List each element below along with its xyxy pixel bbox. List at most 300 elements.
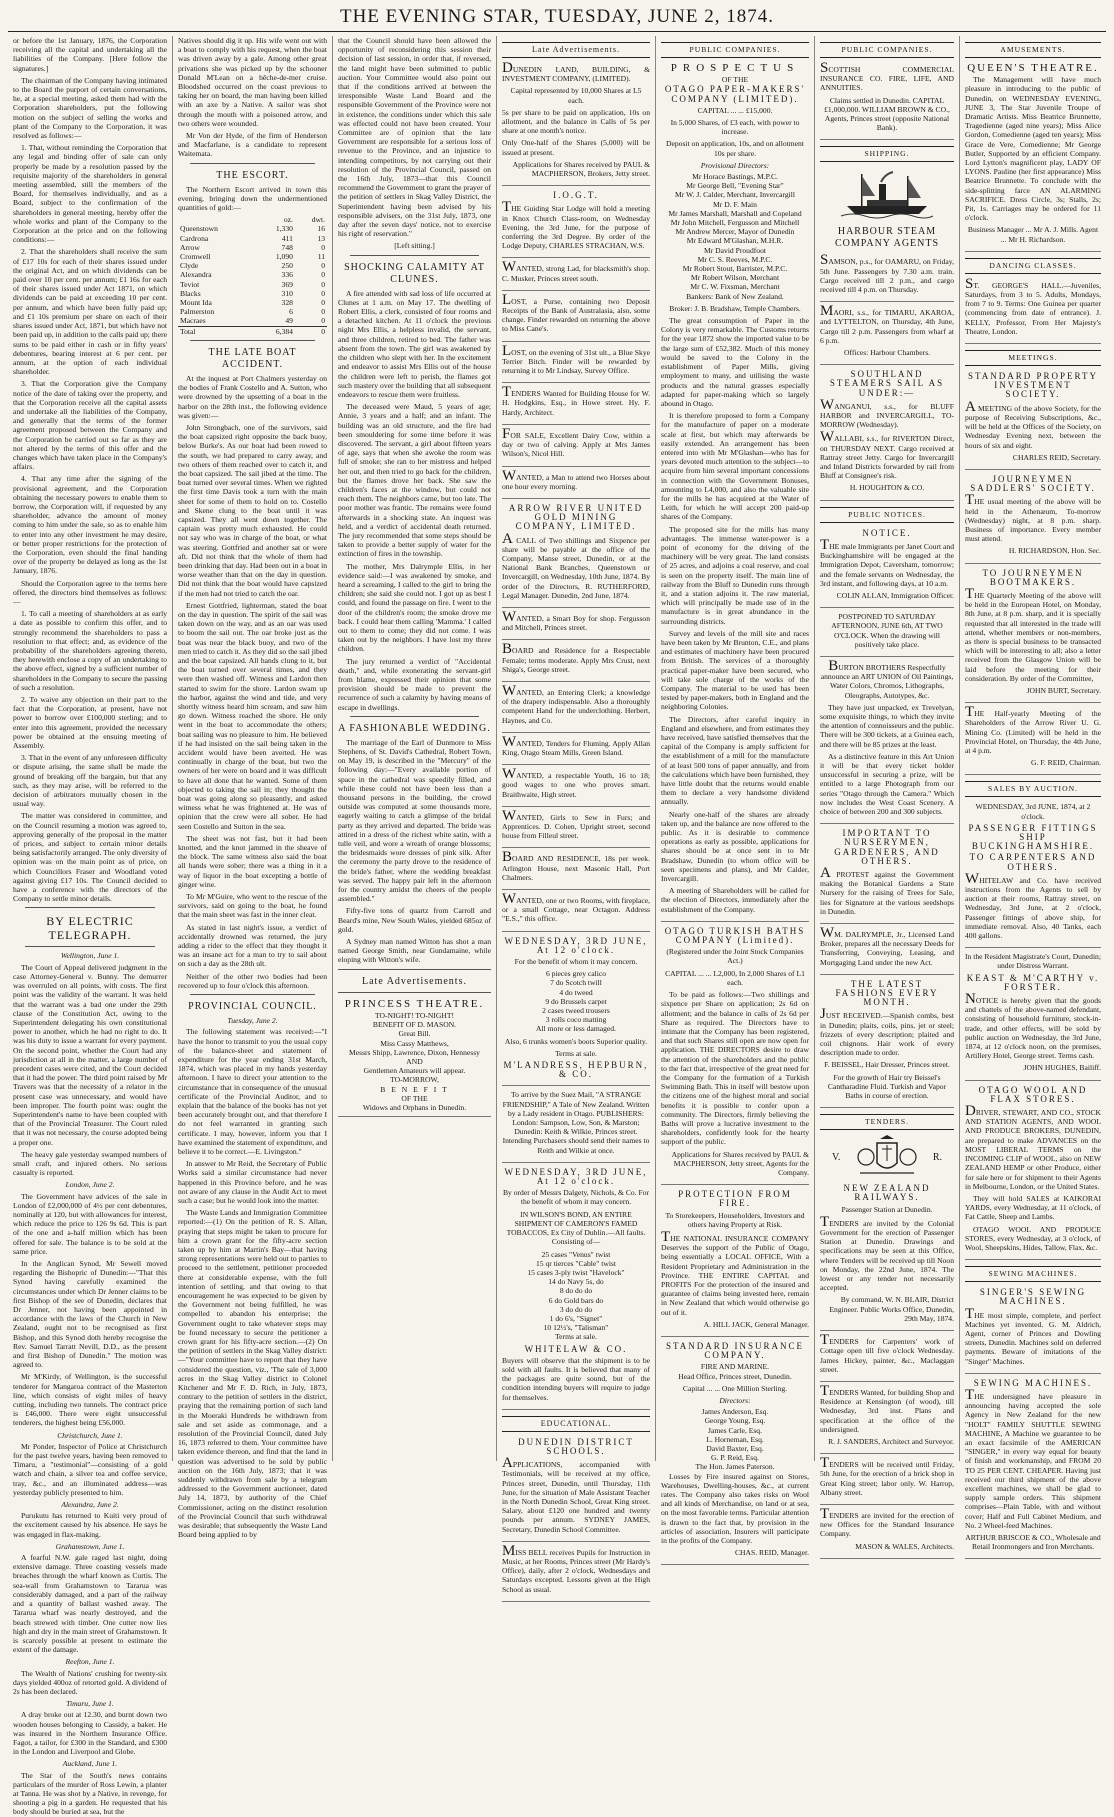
- ad-title: PROTECTION FROM FIRE.: [678, 1189, 792, 1209]
- table-cell: 336: [281, 270, 293, 280]
- ad-wanted: [502, 767, 650, 807]
- ad-singer: [965, 1285, 1101, 1374]
- ad-title: HARBOUR STEAM COMPANY AGENTS: [834, 226, 940, 250]
- ad-text: THE Half-yearly Meeting of the Shareholders of the Arrow River U. G. Mining Co. (Limited) will be held in the Provincial Hotel, on Thursday, the 4th June, at 4 p.m.: [965, 704, 1101, 755]
- ad-title: PASSENGER FITTINGS SHIP BUCKINGHAMSHIRE.: [968, 822, 1098, 852]
- article-paragraph: Neither of the other two bodies had been recovered up to four o'clock this afternoon.: [178, 971, 327, 990]
- ad-text: WANTED, Tenders for Fluming. Apply Allan King, Otago Steam Mills, Green Island.: [502, 733, 650, 757]
- ad-line: FIRE AND MARINE.: [700, 1362, 770, 1372]
- ad-text: As a distinctive feature in this Art Union it will be that every ticket holder unsuccessful in securing a prize, will be entitled to a large Photograph from our series "Otago through the Camera." Which now includes the West Coast Scenery. A choice of between 200 and 300 subjects.: [820, 751, 954, 816]
- ad-text: Bankers: Bank of New Zealand.: [686, 291, 784, 301]
- list-item: Mr W. J. Calder, Merchant, Invercargill: [675, 190, 795, 200]
- article-paragraph: Fifty-five tons of quartz from Carroll and Beard's mine, New South Wales, yielded 685oz of gold.: [338, 906, 491, 934]
- divider: [338, 969, 491, 970]
- ad-nz-railways: [820, 1181, 954, 1331]
- ad-text: WANTED, an Entering Clerk; a knowledge of the drapery indispensable. Also a thoroughly competent Hand for the underclothing. Herbert, Haynes, and Co.: [502, 682, 650, 725]
- ad-bootmakers: [965, 566, 1101, 704]
- ad-tenders: [820, 1456, 954, 1505]
- ad-tenders: [502, 385, 650, 425]
- list-item: Mr Horace Bastings, M.P.C.: [692, 172, 778, 182]
- ad-signature: M'LANDRESS, HEPBURN, & CO.: [503, 1060, 649, 1080]
- ad-text: G. F. REID, Chairman.: [1030, 758, 1101, 768]
- ad-text: Business Manager ... Mr A. J. Mills. Agent ... Mr H. Richardson.: [967, 225, 1099, 244]
- ad-arrow-river-meeting: [965, 705, 1101, 775]
- ad-text: The proposed site for the mills has many advantages. The immense water-power is a point of economy for the driving of the machinery will be very great. The land consists of 25 acres, and adjoins a coal reserve, and coal is seen on the property itself. The main line of railway from the Bluff to Dunedin runs through it, and a station adjoins it. The raw material, which will principally be made use of in the manufacture is in great abundance in the surrounding districts.: [661, 524, 809, 626]
- ad-title: OTAGO TURKISH BATHS COMPANY (Limited).: [664, 925, 806, 946]
- ad-text: Survey and levels of the mill site and races have been taken by Mr Brunton, C.E., and plans and estimates of machinery have been procured from British. The services of a thoroughly practical paper-maker have been secured, who will take sole charge of the works of the Company. The material to be used has been tested by paper-makers, both in England and the neighboring Colonies.: [661, 628, 809, 712]
- article-note: [Left sitting.]: [394, 241, 435, 251]
- article-paragraph: The jury returned a verdict of "Accidental death," and, while exonerating the servant-girl from blame, expressed their opinion that some provision should be made to prevent the recurrence of such a calamity by having means of escape in dwellings.: [338, 656, 491, 712]
- ad-title: THE LATEST FASHIONS EVERY MONTH.: [835, 978, 939, 1008]
- list-item: Mr Robert Stout, Barrister, M.P.C.: [682, 264, 788, 274]
- article-paragraph: Mr Von der Hyde, of the firm of Henderson and Macfarlane, is a candidate to represent Waitemata.: [178, 131, 327, 159]
- ad-title: ARROW RIVER UNITED GOLD MINING COMPANY, LIMITED.: [508, 502, 644, 532]
- article-paragraph: 1. That, without reminding the Corporation that any legal and binding offer of sale can only properly be made by a resolution passed by the requisite majority of the shareholders in general meeting assembled, still the members of the Board, for themselves individually, and as a Board, subject to the confirmation of the shareholders in general meeting, hereby offer the whole works and plant of the Company to the Corporation at the price and on the following conditions:—: [13, 143, 167, 245]
- article-paragraph: As stated in last night's issue, a verdict of accidentally drowned was returned, the jury adding a rider to the effect that they thought it was an insane act for a man to try to sail about on such a day as the 28th ult.: [178, 922, 327, 969]
- article-paragraph: The matter was considered in committee, and on the Council resuming a motion was agreed to, approving generally of the proposal in the matter of prices, and subject to certain minor details being satisfactorily arranged. The only diversity of opinion was on the main point as of price, on which Councillors Fraser and Woodland voted against giving £17 10s. The Council decided to have a conference with the directors of the Company to settle minor details.: [13, 811, 168, 904]
- dateline: Tuesday, June 2.: [227, 1016, 278, 1026]
- table-cell: 6: [289, 307, 293, 317]
- ad-text: To be paid as follows:—Two shillings and sixpence per Share on application; 2s 6d on allotment; and the balance in calls of 2s 6d per Share as required. The Directors have to intimate that the Company has been registered, and that such Shares still open are now open for application. THE DIRECTORS desire to draw the attention of the shareholders and the public to the fact that, irrespective of the great need for the Company for the formation of a Turkish Swimming Bath. This in itself will bestow upon the citizens one of the highest moral and social benefits it is possible to confer upon a community. The Directors, firmly believing the Baths will prove a lucrative investment to the shareholders, confidently look for the hearty support of the public.: [661, 990, 809, 1147]
- steamship-icon: [841, 166, 933, 220]
- divider: [190, 994, 315, 995]
- table-cell: 49: [285, 316, 293, 326]
- ad-title: WEDNESDAY, 3RD JUNE, At 12 o'clock.: [504, 935, 648, 955]
- ad-text: Offices: Harbour Chambers.: [843, 348, 931, 358]
- ad-auction-tobacco: [502, 1165, 650, 1410]
- ad-text: To arrive by the Suez Mail, "A STRANGE FRIENDSHIP," A Tale of New Zealand. Written by a Lady resident in Otago. PUBLISHERS: London: Sampson, Low, Son, & Marston; Dunedin: Keith & Wilkie, Princes street. Intending Purchasers should send their names to Reith and Wilkie at once.: [502, 1090, 650, 1155]
- ad-text: A PROTEST against the Government making the Botanical Gardens a State Nursery for the raising of Trees for Sale, lies for Signature at the various seedshops in Dunedin.: [820, 864, 954, 916]
- ad-dalrymple: [820, 926, 954, 975]
- list-item: The Hon. James Paterson.: [695, 1462, 775, 1472]
- ad-line: TO-NIGHT! TO-NIGHT!: [374, 1010, 455, 1020]
- ad-text: A MEETING of the above Society, for the purpose of Receiving Subscriptions, &c., will be held at the Offices of the Society, on Wednesday Evening next, between the hours of six and eight.: [965, 398, 1101, 450]
- masthead: THE EVENING STAR, TUESDAY, JUNE 2, 1874.: [8, 6, 1106, 32]
- ad-burton-brothers: [820, 659, 954, 824]
- article-paragraph: A fearful N.W. gale raged last night, doing extensive damage. Three coasting vessels made breaches through the wharf known as Curtis. The sea-wall from Grahamstown to Tararua was considerably damaged, and a part of the railway and a quantity of ballast washed away. The Tararua wharf was nearly destroyed, and the beach strewed with timber. One cutter now lies high and dry in the main street of Grahamstown. It is scarcely possible at present to estimate the extent of the damage.: [13, 1553, 167, 1655]
- ad-text: WANTED, a respectable Youth, 16 to 18; good wages to one who proves smart. Braithwaite, High street.: [502, 766, 650, 799]
- ad-text: Nearly one-half of the shares are already taken up, and the balance are now offered to the public. As it is desirable to commence operations as early as possible, applications for shares should be at once sent in to Mr Bradshaw, Dunedin (to whom office will be seen specimens and plans), and Mr Calder, Invercargill.: [661, 809, 809, 884]
- article-paragraph: A dray broke out at 12.30, and burnt down two wooden houses belonging to Cassidy, a baker. He was insured in the Northern Insurance Office. Fagot, a tailor, for £300 in the Standard, and £300 in the London and Liverpool and Globe.: [13, 1710, 167, 1757]
- ad-text: It is therefore proposed to form a Company for the manufacture of paper on a moderate scale at first, but which may afterwards be easily extended. An arrangement has been entered into with Mr M'Glashan—who has for years devoted much attention to the subject—to acquire from him several important concessions in connection with the Government Bonuses, amounting to L4,000, and also the valuable site for the mills he has acquired at the Water of Leith, for which he will accept 200 paid-up shares of the Company.: [661, 411, 809, 522]
- list-item: 10 12½'s, "Talisman": [543, 1323, 609, 1333]
- article-paragraph: The Wealth of Nations' crushing for twenty-six days yielded 400oz of retorted gold. A dividend of 2s has been declared.: [13, 1668, 167, 1696]
- list-item: Mr D. F. Main: [713, 199, 757, 209]
- divider: [25, 946, 155, 947]
- ad-text: Broker: J. B. Bradshaw, Temple Chambers.: [669, 303, 801, 313]
- ad-wanted: [502, 809, 650, 849]
- list-item: Mr Robert Wilson, Merchant: [690, 273, 780, 283]
- ad-line: Widows and Orphans in Dunedin.: [362, 1102, 467, 1112]
- table-cell: 369: [281, 279, 293, 289]
- list-item: Mr David Proudfoot: [703, 245, 766, 255]
- ad-text: THE most simple, complete, and perfect Machines yet invented. G. M. Aldrich, Agent, corner of Princes and Dowling streets, Dunedin. Machines sold on deferred payments. Beware of imitations of the "Singer" Machines.: [965, 1305, 1101, 1366]
- ad-text: CHARLES REID, Secretary.: [1012, 452, 1101, 462]
- ad-tenders: [820, 1384, 954, 1454]
- list-item: Mr C. W. Fixsman, Merchant: [690, 282, 780, 292]
- table-cell: 0: [321, 279, 325, 289]
- ad-text: BURTON BROTHERS Respectfully announce an ART UNION of Oil Paintings, Water Colors, Chromos, Lithographs, Oleographs, Autotypes, &c.: [820, 657, 954, 700]
- ad-title: NOTICE.: [862, 527, 912, 538]
- ad-land-building: [502, 61, 650, 186]
- ad-text: WANTED, a Smart Boy for shop. Fergusson and Mitchell, Princes street.: [502, 608, 650, 633]
- list-item: L. Horneman, Esq.: [706, 1434, 764, 1444]
- ad-standard-property: [965, 369, 1101, 470]
- ad-line: BENEFIT OF D. MASON.: [372, 1020, 457, 1030]
- ad-iogt: [502, 188, 650, 258]
- section-heading-late-ads: Late Advertisements.: [502, 42, 650, 58]
- ad-text: To Storekeepers, Householders, Investors and others having Property at Risk.: [665, 1210, 805, 1229]
- ad-title: JOURNEYMEN SADDLERS' SOCIETY.: [970, 473, 1096, 494]
- ad-distress-warrant: [965, 950, 1101, 1080]
- table-row: [178, 261, 327, 270]
- ad-line: Miss Cassy Matthews,: [380, 1038, 449, 1048]
- ad-text: FOR SALE, Excellent Dairy Cow, within a day or two of calving. Apply at Mrs James Wilson's, Nicol Hill.: [502, 425, 650, 459]
- ad-saddlers-society: [965, 472, 1101, 564]
- dateline: London, June 2.: [65, 1180, 115, 1190]
- ad-standard-insurance: [661, 1339, 809, 1565]
- ad-text: Losses by Fire insured against on Stores, Warehouses, Dwelling-houses, &c., at current rates. The Company also takes risks on Wool and all kinds of Merchandise, on land or at sea, on the most favorable terms. Particular attention is drawn to the fact that, by provision in the articles of association, Insurers will participate in the profits of the Company.: [661, 1471, 809, 1546]
- ad-holt-sewing: [965, 1376, 1101, 1560]
- dateline: Wellington, June 1.: [60, 951, 120, 961]
- ad-text: Passenger Station at Dunedin.: [841, 1204, 933, 1214]
- section-heading-escort: THE ESCORT.: [216, 169, 289, 181]
- royal-arms-icon: [852, 1135, 922, 1179]
- section-heading-meetings: MEETINGS.: [965, 350, 1101, 366]
- table-cell: 0: [321, 316, 325, 326]
- royal-arms-row: [820, 1133, 954, 1181]
- section-heading-public-notices: PUBLIC NOTICES.: [820, 507, 954, 523]
- ad-tenders: [820, 1507, 954, 1559]
- article-paragraph: Ernest Gottfried, lighterman, stated the boat on the day in question. The spirit of the sail was taken down on the way, and as an oar was used to boom the sail out. The oar broke just as the boat was near the black buoy, and two of the men tried to catch it. As they did so the sail jibed and the boat capsized. All hands clung to it, but the boat turned over several times, and they were then washed off. Witness and Lardon then started to swim for the shore. Lardon swam up the harbor, against the wind and tide, and very shortly witness heard him scream, and saw him go down. Witness reached the shore. He only went in the boat to accommodate the others; boat sailing was no pleasure to him. He believed if he had insisted on the sail being taken in the accident would have been averted. He was continually in charge of the boat, but two the owners of her were on board and it was difficult to have all done that he wanted. Some of them objected to taking the sail in; they thought the boat was going along so pleasantly, and asked witness what he was frightened at. He was of opinion that the crew were all sober. He had seen Costello and Sutton in the sea.: [178, 600, 327, 831]
- ad-text: WM. DALRYMPLE, Jr., Licensed Land Broker, prepares all the necessary Deeds for Transferring, Conveying, Leasing, and Mortgaging Land under the new Act.: [820, 925, 955, 967]
- ad-title: DUNEDIN DISTRICT SCHOOLS.: [518, 1436, 634, 1456]
- article-paragraph: Mr M'Kirdy, of Wellington, is the successful tenderer for Mangaroa contract of the Masterton line, which consists of eight miles of heavy cutting, including two tunnels. The contract price is £46,000. There were eight unsuccessful tenderers, the highest being £56,000.: [13, 1372, 167, 1428]
- table-cell: 1,330: [275, 224, 293, 234]
- list-item: 15 qr tierces "Cable" twist: [535, 1258, 616, 1268]
- article-paragraph: The mother, Mrs Dalrymple Ellis, in her evidence said:—I was awakened by smoke, and heard a screaming, I called to the girl to bring the children; she said she could not. I got up as best I could, and found the passage on fire. I went to the door of the children's room; the smoke drove me back. I could hear them calling 'Mamma.' I called out to them to come; they did not come. I was taken out by the neighbors. I have lost my three children.: [338, 561, 491, 654]
- ad-text: WANTED, strong Lad, for blacksmith's shop. C. Musker, Princes street south.: [502, 259, 650, 283]
- table-cell: 1,090: [275, 252, 293, 262]
- article-paragraph: 2. To waive any objection on their part to the fact that the Corporation, at present, have not power to borrow over £100,000 sterling; and to enter into this agreement, provided the necessary power be obtained at the ensuing meeting of Assembly.: [13, 695, 167, 751]
- table-cell: Total: [178, 326, 256, 336]
- ad-line: B E N E F I T: [380, 1084, 449, 1094]
- ad-text: WHITELAW and Co. have received instructions from the Agents to sell by auction at their rooms, Rattray street, on Wednesday, 3rd June, at 2 o'clock, Passenger fittings of above ship, for immediate removal. Also, 40 Tanks, each 400 gallons.: [965, 870, 1101, 941]
- article-paragraph: In the Anglican Synod, Mr Sewell moved regarding the Bishopric of Dunedin:—"That this Synod having carefully examined the circumstances under which Dr Jenner claims to be first Bishop of the see of Dunedin, declares that Dr Jenner, not having been appointed in accordance with the laws of the Church in New Zealand, ought not to be recognised as first Bishop, and this Synod doth hereby recognise the Rev. Samuel Tarratt Nevill, D.D., as the present and first Bishop of Dunedin." The motion was agreed to.: [13, 1258, 167, 1370]
- ad-text: For the growth of Hair try Beissel's Cantharadine Fluid. Turkish and Vapor Baths in course of erection.: [827, 1072, 947, 1101]
- table-cell: Alexandra: [180, 270, 212, 280]
- ad-subheading: Directors:: [719, 1396, 751, 1406]
- table-cell: 0: [321, 242, 325, 252]
- article-paragraph: The Court of Appeal delivered judgment in the case Attorney-General v. Bunny. The demurrer was overruled on all points, with costs. The first point was the validity of the warrant. It was held that the warrant was a bad one under the 29th clause of the Constitution Act, owing to the Superintendent delegating his own constitutional power to another, which he had no right to do. It was his duty to issue a warrant for every payment. On the second point, whether the Court had any jurisdiction at all in the matter, a large number of precedent cases were cited, and the Court decided that it had the power. The third point raised by Mr Travers was that the necessity of a relator in the present case was unnecessary, and would have been improper. The fourth point was: ought the Superintendent's name to have been coupled with that of the Provincial Treasurer. The Court ruled that it was not necessary, the course adopted being a proper one.: [13, 962, 167, 1147]
- ad-text: LOST, a Purse, containing two Deposit Receipts of the Bank of Australasia, also, some change. Finder rewarded on returning the above to Miss Cane's.: [502, 291, 650, 334]
- table-row: [178, 270, 327, 279]
- ad-text: A. HILL JACK, General Manager.: [703, 1319, 809, 1329]
- list-item: 2 cases tweed trousers: [542, 1006, 610, 1016]
- article-paragraph: The heavy gale yesterday swamped numbers of small craft, and injured others. No serious casualty is reported.: [13, 1149, 167, 1178]
- section-heading-telegraph: BY ELECTRIC TELEGRAPH.: [46, 914, 134, 943]
- list-item: Mr James Marshall, Marshall and Copeland: [668, 208, 802, 218]
- ad-wanted: [502, 469, 650, 499]
- ad-text: WEDNESDAY, 3rd JUNE, 1874, at 2 o'clock.: [975, 802, 1091, 821]
- article-paragraph: Mr Ponder, Inspector of Police at Christchurch for the past twelve years, having been removed to Timaru, a "testimonial"—consisting of a gold watch and chain, a silver tea and coffee service, tray, &c., and an illuminated address—was yesterday publicly presented to him.: [13, 1441, 167, 1497]
- list-item: Mr C. S. Reeves, M.P.C.: [697, 254, 773, 264]
- table-header-dwt: dwt.: [311, 215, 325, 225]
- ad-text: H. RICHARDSON, Hon. Sec.: [1008, 546, 1101, 556]
- article-paragraph: The deceased were Maud, 5 years of age; Annie, 3 years and a half; and an infant. The building was an old structure, and the fire had been smouldering for some time before it was discovered. The servant, a girl about fifteen years of age, says that when she awoke the room was full of smoke; she ran to her mistress and helped her out, and then tried to go back for the children, but the flames drove her back. She saw the children's faces at the window, but could not reach them. The neighbors came, but too late. The poor mother was frantic. The remains were found afterwards in a shocking state. An inquest was held, and a verdict of accidental death returned. The jury recommended that some steps should be taken to provide a better supply of water for the extinction of fires in the township.: [338, 402, 491, 559]
- table-cell: 0: [321, 270, 325, 280]
- ad-text: WANTED, Girls to Sew in Furs; and Apprentices. D. Cohen, Upright street, second house from Filleul street.: [502, 807, 650, 841]
- dateline: Timaru, June 1.: [66, 1699, 114, 1709]
- section-heading-dancing: DANCING CLASSES.: [965, 258, 1101, 274]
- list-item: 25 cases "Venus" twist: [541, 1249, 611, 1259]
- ad-text: JOHN BURT, Secretary.: [1026, 685, 1101, 695]
- section-heading-provincial-council: PROVINCIAL COUNCIL.: [188, 1001, 317, 1013]
- ad-text: Applications for Shares received by PAUL & MACPHERSON, Jetty street, Agents for the Company.: [671, 1149, 809, 1177]
- ad-auction-drapery: [502, 934, 650, 1087]
- ad-text: The great consumption of Paper in the Colony is very remarkable. The Customs returns for the year 1872 show the imported value to be the large sum of £52,382. Much of this money would be saved to the Colony in the establishment of Paper Mills, giving employment to many, and utilising the waste products and the natural grasses especially adapted for paper-making which so largely abound in Otago.: [661, 316, 809, 408]
- article-paragraph: that the Council should have been allowed the opportunity of reconsidering this session their decision of last session, in order that, if reversed, the land might have been submitted to public auction. Your Committee would also point out that if the conditions arrived at between the irresponsible Waste Land Board and the responsible Government of the Province were not in existence, the conditions under which this sale was effected could not have been created. Your Committee are of opinion that the late Government are responsible for a serious loss of revenue to the Province, and an injustice to intending competitors, by not carrying out their resolution of the Provincial Council, passed on the 16th July, 1873—that this Council recommend the Government to grant the prayer of the petition of settlers in Skag Valley District, the Superintendent having been advised by his responsible advisers, on the 31st July, 1873, one day after the seven days' notice, not to exercise his right of reservation.": [338, 36, 491, 239]
- column-6: [814, 36, 959, 1551]
- column-5: [655, 36, 814, 1558]
- ad-lost: [502, 293, 650, 342]
- ad-text: The Directors, after careful inquiry in England and elsewhere, and from estimates they have received, have satisfied themselves that the capital of the Company is amply sufficient for the establishment of a mill for the manufacture of at least 500 tons of paper annually, and from the calculations which have been furnished, they have little doubt that the returns would enable them to declare a very handsome dividend annually.: [661, 714, 809, 807]
- list-item: Mr George Bell, "Evening Star": [686, 181, 784, 191]
- ad-wanted: [502, 684, 650, 733]
- ad-text: JUST RECEIVED.—Spanish combs, best in Dunedin; plaits, coils, pins, jet or steel; frizzets of every description; plaited and coil chignons. Hair work of every description made to order.: [820, 1006, 954, 1058]
- dateline: Reefton, June 1.: [65, 1657, 115, 1667]
- ad-text: ARTHUR BRISCOE & CO., Wholesale and Retail Ironmongers and Iron Merchants.: [965, 1533, 1101, 1552]
- ad-text: DUNEDIN LAND, BUILDING, & INVESTMENT COMPANY, (LIMITED).: [502, 60, 650, 84]
- table-cell: 0: [321, 307, 325, 317]
- list-item: 9 do Brussels carpet: [545, 996, 607, 1006]
- list-item: Mr John Mitchell, Fergusson and Mitchell: [670, 218, 800, 228]
- section-heading-tenders: TENDERS.: [820, 1114, 954, 1130]
- ad-text: A CALL of Two shillings and Sixpence per share will be payable at the office of the Company, Manse street, Dunedin, or at the National Bank Branches, Queenstown or Invercargill, on Wednesday, 10th June, 1874. By order of the Directors, R. RUTHERFORD, Legal Manager. Dunedin, 2nd June, 1874.: [502, 530, 650, 600]
- section-heading-public-companies: PUBLIC COMPANIES.: [661, 42, 809, 58]
- article-paragraph: 3. That in the event of any unforeseen difficulty or dispute arising, the same shall be made the ground of breaking off the bargain, but that any such, as they may arise, will be referred to the decision of arbitrators mutually chosen in the usual way.: [13, 753, 167, 809]
- ad-paper-makers-prospectus: [661, 61, 809, 922]
- ad-title: OTAGO WOOL AND FLAX STORES.: [978, 1084, 1088, 1104]
- ad-text: A meeting of Shareholders will be called for the election of Directors, immediately after the establishment of the Company.: [661, 886, 809, 914]
- ad-title: SEWING MACHINES.: [973, 1377, 1093, 1388]
- table-cell: Queenstown: [180, 224, 218, 234]
- table-cell: 411: [281, 233, 293, 243]
- article-paragraph: 4. That any time after the signing of the provisional agreement, and the Corporation obtaining the necessary powers to enable them to borrow, the Corporation will, if requested by any shareholder, advance the amount of money coming to him under the sale, so as to enable him to enter into any other investment he may desire, or better proper restrictions for the protection of the Corporation, even should the final handing over of the property be delayed as long as the 1st January, 1876.: [13, 474, 167, 576]
- article-paragraph: Should the Corporation agree to the terms here offered, the directors bind themselves as follows:—: [13, 578, 167, 606]
- ad-text: TENDERS Wanted for Building House for W. H. Hodgkins, Esq., in Howe street. Hy. F. Hardy, Architect.: [502, 384, 650, 417]
- ad-text: For the benefit of whom it may concern.: [514, 957, 638, 967]
- ad-text: Terms at sale.: [555, 1048, 597, 1058]
- list-item: George Young, Esq.: [704, 1416, 766, 1426]
- ad-text: TENDERS will be received until Friday, 5th June, for the erection of a brick shop in Great King street; labor only. W. Harrop, Albany street.: [820, 1455, 954, 1497]
- section-heading-amusements: AMUSEMENTS.: [965, 42, 1101, 58]
- article-paragraph: Purukutu has returned to Kuiti very proud of the excitement caused by his absence. He says he was engaged in flax-making.: [13, 1511, 167, 1539]
- ad-signature: WHITELAW & CO.: [524, 1343, 628, 1354]
- table-cell: 328: [281, 298, 293, 308]
- ad-title: STANDARD INSURANCE COMPANY.: [665, 1341, 805, 1361]
- ad-text: (Registered under the Joint Stock Companies Act.): [666, 947, 804, 966]
- ad-text: TENDERS for Carpenters' work of Cottage open till five o'clock Wednesday. James Hickey, painter, &c., Maclaggan street.: [820, 1332, 954, 1374]
- ad-text: SAMSON, p.s., for OAMARU, on Friday, 5th June. Passengers by 7.30 a.m. train. Cargo received till 2 p.m., and cargo received till 4 p.m. on Thursday.: [820, 252, 954, 295]
- article-paragraph: 2. That the shareholders shall receive the sum of £17 10s for each of their shares issued under the original Act, and on which dividends can be paid over 10 per cent. per annum; £1 16s for each of their shares issued under Act 1871, on which dividends can be paid at exceeding 10 per cent. per annum, and which have been fully paid up; and £1 10s premium per share on each of their shares issued under Act, 1871, but which have not been paid up, in addition to the calls paid up; there sums to be paid either in cash or in fifty years' debentures, bearing interest at 6 per cent. per annum, at the option of each individual shareholder.: [13, 247, 167, 377]
- ad-text: Capital ... ... One Million Sterling.: [682, 1383, 788, 1393]
- table-row: [178, 298, 327, 307]
- ad-tenders: [820, 1333, 954, 1382]
- ad-text: CAPITAL ... ... L2,000, In 2,000 Shares of L1 each.: [665, 968, 805, 987]
- ad-text: NOTICE is hereby given that the goods and chattels of the above-named defendant, consisting of household furniture, stock-in-trade, and other effects, will be sold by public auction on Wednesday, the 3rd June, 1874, at 12 o'clock noon, on the premises, Artillery Hotel, George street. Terms cash.: [965, 991, 1101, 1061]
- table-cell: 748: [281, 242, 293, 252]
- ad-title: IMPORTANT TO NURSERYMEN, GARDENERS, AND OTHERS.: [834, 828, 940, 866]
- ad-scottish-commercial: [820, 61, 954, 140]
- list-item: 6 pieces grey calico: [545, 969, 607, 979]
- list-item: 8 do do do: [559, 1286, 593, 1296]
- section-heading-sales-by-auction: SALES BY AUCTION.: [965, 781, 1101, 797]
- ad-title: TO JOURNEYMEN BOOTMAKERS.: [982, 567, 1084, 587]
- table-cell: Clyde: [180, 261, 199, 271]
- ad-wanted: [502, 260, 650, 290]
- ad-national-insurance: [661, 1187, 809, 1337]
- ad-queens-theatre: [965, 61, 1101, 252]
- article-paragraph: The marriage of the Earl of Dunmore to Miss Stephens, of St. David's Cathedral, Robert Town, on May 19, is described in the "Mercury" of the following day:—"Every available portion of space in the cathedral was speedily filled, and while these could not have been less than a thousand persons in the building, the crowd outside was computed at some thousands more, eagerly waiting to catch a glimpse of the bridal party as they arrived and departed. The bride was attired in a dress of the richest white satin, with a tulle veil, and wore a wreath of orange blossoms; the bridesmaids wore dresses of pink silk. After the ceremony the party drove to the residence of the bride's father, where the wedding breakfast was served. The happy pair left in the afternoon for the country amidst the cheers of the people assembled.": [338, 737, 491, 904]
- ad-text: WANTED, a Man to attend two Horses about one hour every morning.: [502, 467, 650, 491]
- ad-text: CHAS. REID, Manager.: [734, 1548, 809, 1558]
- table-cell: Blacks: [180, 288, 201, 298]
- ad-board: [502, 642, 650, 682]
- ad-text: LOST, on the evening of 31st ult., a Blue Skye Terrier Bitch. Finder will be rewarded by returning it to Mr Lindsay, Survey Office.: [502, 342, 650, 376]
- ad-title: SINGER'S SEWING MACHINES.: [979, 1287, 1087, 1307]
- ad-district-schools: [502, 1435, 650, 1542]
- list-item: James Carle, Esq.: [708, 1425, 762, 1435]
- list-item: James Anderson, Esq.: [701, 1407, 769, 1417]
- dateline: Grahamstown, June 1.: [55, 1541, 125, 1551]
- ad-southland-steamers: [820, 367, 954, 500]
- table-cell: 6,384: [256, 326, 295, 336]
- divider: [338, 992, 491, 993]
- divider: [350, 255, 479, 256]
- table-row: [178, 252, 327, 261]
- ad-wanted: [502, 735, 650, 765]
- ad-wanted: [502, 892, 650, 932]
- ad-text: Buyers will observe that the shipment is to be sold with all faults. It is believed that many of the packages are quite sound, but of the condition intending buyers will require to judge for themselves.: [502, 1355, 650, 1402]
- table-cell: 16: [317, 224, 325, 234]
- list-item: Mr Andrew Mercer, Mayor of Dunedin: [675, 227, 795, 237]
- ad-line: OF THE: [721, 75, 749, 85]
- list-item: 14 do Navy 5s, do: [548, 1277, 604, 1287]
- ad-text: Also, 6 trunks women's boots Superior quality.: [504, 1036, 648, 1046]
- ad-postponed: [820, 610, 954, 657]
- article-paragraph: The Waste Lands and Immigration Committee reported:—(1) On the petition of R. S. Allan, praying that steps might be taken to procure for him a crown grant for the fifty-acre section taken up by him at Martin's Bay—that having strong representations were held out to parties to proceed to the settlement, petitioner proceeded there at considerable expense, with the full intention of settling, and that owing to that encouragement he was expected to be given by the Government not being fulfilled, he was compelled to abandon his enterprise; the Government ought to take whatever steps may be found necessary to secure the petitioner a crown grant for his fifty-acre section.—(2) On the petition of settlers in the Skag Valley district:—"Your committee have to report that they have considered the question, viz., 'The sale of 3,000 acres in the Skag Valley district to Colonel Kitchener and Mr F. D. Rich, in July, 1873, contrary to the petition of settlers in the district, praying that the remaining portion of such land in the Moeraki Hundreds be withdrawn from sale and set aside as commonage, and a resolution of the Provincial Council, dated July 16, 1873 referred to them. Your committee have taken evidence thereon, and find that the land in question was advertised to be sold by public auction on the 16th July, 1873; that it was suddenly withdrawn from sale by a telegram addressed to the Government auctioneer, dated July 14, 1873, by authority of the Chief Commissioner, acting on the distinct resolution of the Provincial Council that such withdrawal was desirable; that subsequently the Waste Land Board being applied to by: [178, 1208, 327, 1540]
- ad-nurserymen: [820, 826, 954, 924]
- ad-text: Only One-half of the Shares (5,000) will be issued at present.: [502, 138, 650, 157]
- dateline: Christchurch, June 1.: [57, 1430, 123, 1440]
- list-item: David Baxter, Esq.: [706, 1444, 764, 1454]
- ad-text: Head Office, Princes street, Dunedin.: [678, 1371, 792, 1381]
- ad-title: KEAST & M'CARTHY v. FORSTER.: [966, 972, 1100, 992]
- ad-title: QUEEN'S THEATRE.: [967, 62, 1099, 74]
- table-cell: 0: [295, 326, 327, 336]
- directors-list: [661, 172, 809, 292]
- ad-miss-bell: [502, 1544, 650, 1602]
- article-paragraph: To Mr M'Guire, who went to the rescue of the survivors, said on going to the boat, he found that the main sheet was fast in the inner cleat.: [178, 892, 327, 920]
- table-cell: 11: [317, 252, 325, 262]
- table-cell: Teviot: [180, 279, 200, 289]
- ad-text: In the Resident Magistrate's Court, Dunedin; under Distress Warrant.: [965, 952, 1101, 971]
- ad-line: AND: [406, 1056, 423, 1066]
- column-3: [332, 36, 496, 1461]
- ad-text: THE usual meeting of the above will be held in the Athenæum, To-morrow (Wednesday) night, at 8 p.m. sharp. Business of importance. Every member must attend.: [965, 492, 1101, 544]
- article-paragraph: Natives should dig it up. His wife went out with a boat to comply with his request, when the boat was driven away by a gale. Among other great privations she was picked up by the schooner Donald M'Lean on a bêche-de-mer cruise. Bloodshed occurred on the coast previous to taking her on board, the man having been killed with an axe by a Native. A sailor was shot through the mouth with a poisoned arrow, and two others were wounded.: [178, 36, 327, 128]
- ad-immigration-notice: [820, 526, 954, 608]
- article-paragraph: The Star of the South's news contains particulars of the murder of Ross Lewin, a planter at Tanna. He was shot by a Native, in revenge, for shooting a pig in a garden. He requested that his body should be buried at sea, but the: [13, 1770, 167, 1817]
- ad-text: CAPITAL ... ... £15,000.: [697, 105, 773, 115]
- table-row: [178, 224, 327, 233]
- divider: [190, 163, 315, 164]
- section-heading-late-ads: Late Advertisements.: [362, 975, 467, 987]
- article-paragraph: 3. That the Corporation give the Company notice of the date of taking over the property, and that the Corporation receive all the capital assets and undertake all the liabilities of the Company, and generally that the terms of the former agreement proposed between the Company and the Corporation be carried out so far as they are not altered by the terms of this offer and the changes which have taken place in the Company's affairs.: [13, 379, 167, 472]
- ad-title: WEDNESDAY, 3RD JUNE, At 12 o'clock.: [504, 1166, 648, 1187]
- ad-text: BOARD AND RESIDENCE, 18s per week. Arlington House, next Masonic Hall, Port Chalmers.: [502, 849, 650, 882]
- divider: [25, 907, 155, 908]
- list-item: 3 do do do: [559, 1304, 593, 1314]
- ad-text: H. HOUGHTON & CO.: [849, 483, 925, 493]
- table-cell: Cromwell: [180, 252, 211, 262]
- list-item: 3 rolls coco matting: [545, 1015, 607, 1025]
- ad-title: TO CARPENTERS AND OTHERS.: [969, 852, 1097, 872]
- ad-text: BOARD and Residence for a Respectable Female; terms moderate. Apply Mrs Crust, next Shiga's, George street.: [502, 641, 650, 674]
- divider: [190, 340, 315, 341]
- ad-beissel-fashions: [820, 977, 954, 1108]
- directors-list: [661, 1407, 809, 1471]
- table-row: [178, 280, 327, 289]
- section-heading-shipping: SHIPPING.: [820, 146, 954, 162]
- column-7: [959, 36, 1106, 1552]
- columns: [8, 36, 1106, 1817]
- ad-passenger-fittings: [965, 800, 1101, 948]
- list-item: 6 do Gold bars do: [548, 1295, 604, 1305]
- table-row: [178, 234, 327, 243]
- ad-text: MISS BELL receives Pupils for Instruction in Music, at her Rooms, Princes street (Mr Hardy's Office), daily, after 2 o'clock, Wednesdays and Saturdays excepted. Lessons given at the High School as usual.: [502, 1542, 650, 1594]
- ad-text: THE Quarterly Meeting of the above will be held in the European Hotel, on Monday, 8th June, at 8 p.m. sharp, and it is specially requested that all interested in the trade will attend, whether members or non-members, as there is special business to be transacted which will be interesting to all; also a letter received from the Glasgow Union will be laid before the meeting for their consideration. By order of the Committee,: [965, 585, 1101, 683]
- ad-text: By command, W. N. BLAIR, District Engineer. Public Works Office, Dunedin, 29th May, 1874.: [829, 1295, 954, 1323]
- ad-text: WANTED, one or two Rooms, with fireplace, or a small Cottage, near Octagon. Address "E.S.," this office.: [502, 891, 650, 924]
- ad-line: OF THE: [401, 1093, 428, 1103]
- ad-turkish-baths: [661, 924, 809, 1185]
- column-2: [172, 36, 332, 1540]
- ad-for-sale: [502, 427, 650, 467]
- ad-arrow-river: [502, 501, 650, 608]
- ad-line: Great Bill.: [398, 1029, 431, 1039]
- list-item: G. P. Reid, Esq.: [711, 1453, 759, 1463]
- gold-escort-table: [178, 215, 327, 336]
- table-cell: Mount Ida: [180, 298, 212, 308]
- ad-text: IN WILSON'S BOND, AN ENTIRE SHIPMENT OF CAMERON'S FAMED TOBACCOS, Ex City of Dublin.—All faults. Consisting of—: [506, 1209, 646, 1247]
- article-paragraph: A Sydney man named Witton has shot a man named George Smith, near Gundamaine, while eloping with Witton's wife.: [338, 937, 491, 965]
- ad-text: Capital represented by 10,000 Shares at L5 each.: [510, 86, 642, 105]
- article-paragraph: The sheet was not fast, but it had been knotted, and the knot jammed in the sheave of the block. The same witness also said the boat all hands were sober; there was a thing in it a way of liquor in the boat excepting a bottle of ginger wine.: [178, 833, 327, 889]
- ad-title: OTAGO PAPER-MAKERS' COMPANY (LIMITED).: [664, 84, 806, 104]
- dateline: Auckland, June 1.: [62, 1759, 118, 1769]
- table-cell: 13: [317, 233, 325, 243]
- table-cell: Cardrona: [180, 233, 209, 243]
- ad-text: THE undersigned have pleasure in announcing having accepted the sole Agency in New Zealand for the new "HOLT" FAMILY SHUTTLE SEWING MACHINE, A Machine we guarantee to be an exact facsimile of the AMERICAN "SINGER," in every way equal for beauty of finish and workmanship, and FROM 20 TO 25 PER CENT. CHEAPER. Having just received our third shipment of the above excellent machines, we shall be glad to supply sample orders. This shipment comprises—Plain Table, with and without cover; Half and Full Cabinet Medium, and No. 2 Wheel-feed Machines.: [965, 1386, 1101, 1530]
- ad-text: Claims settled in Dunedin. CAPITAL £1,000,000. WILLIAM BROWN & CO., Agents, Princes street (opposite National Bank).: [824, 95, 950, 133]
- section-heading-clunes: SHOCKING CALAMITY AT CLUNES.: [344, 261, 485, 285]
- ad-wool-flax-stores: [965, 1083, 1101, 1260]
- table-header-row: [178, 215, 327, 224]
- article-paragraph: In answer to Mr Reid, the Secretary of Public Works said a similar circumstance had never happened in this Province before, and he was not aware of any clause in the Audit Act to meet such a case; but he would look into the matter.: [178, 1159, 327, 1205]
- ad-text: WANGANUI, s.s., for BLUFF HARBOR and INVERCARGILL, TO-MORROW (Wednesday).: [820, 396, 954, 430]
